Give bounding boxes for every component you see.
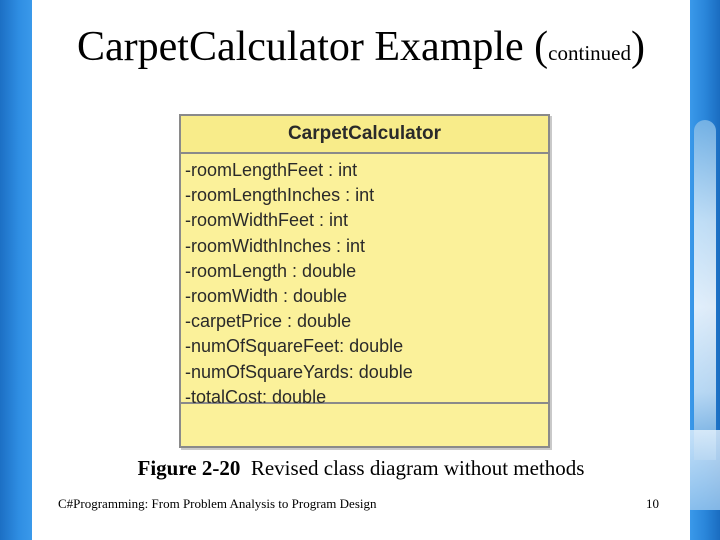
title-continued: continued (548, 41, 631, 65)
figure-caption (32, 456, 690, 481)
uml-attribute: -totalCost: double (185, 386, 327, 407)
uml-attribute: -roomLengthInches : int (185, 185, 375, 206)
footer-source: C#Programming: From Problem Analysis to Program Design (58, 496, 377, 511)
slide (32, 0, 690, 540)
uml-class-box (179, 114, 550, 448)
title-main: CarpetCalculator Example ( (77, 24, 549, 70)
uml-attribute: -numOfSquareYards: double (185, 361, 413, 382)
uml-attribute: -roomLength : double (185, 260, 357, 281)
title-close-paren: ) (630, 24, 645, 70)
page-number: 10 (646, 496, 659, 511)
figure-label: Figure 2-20 (137, 456, 241, 480)
uml-attribute: -numOfSquareFeet: double (185, 336, 404, 357)
uml-class-name: CarpetCalculator (181, 116, 548, 154)
tower-base-image (690, 430, 720, 510)
uml-attribute: -roomLengthFeet : int (185, 160, 358, 180)
tower-image (694, 120, 716, 460)
uml-attribute-list (181, 154, 548, 407)
slide-title (32, 24, 690, 70)
left-decorative-band (0, 0, 32, 540)
uml-attribute: -carpetPrice : double (185, 311, 352, 332)
right-decorative-band (690, 0, 720, 540)
uml-attribute: -roomWidthInches : int (185, 235, 366, 256)
figure-caption-text: Revised class diagram without methods (250, 456, 585, 480)
uml-attribute: -roomWidth : double (185, 285, 348, 306)
uml-attribute: -roomWidthFeet : int (185, 210, 349, 231)
